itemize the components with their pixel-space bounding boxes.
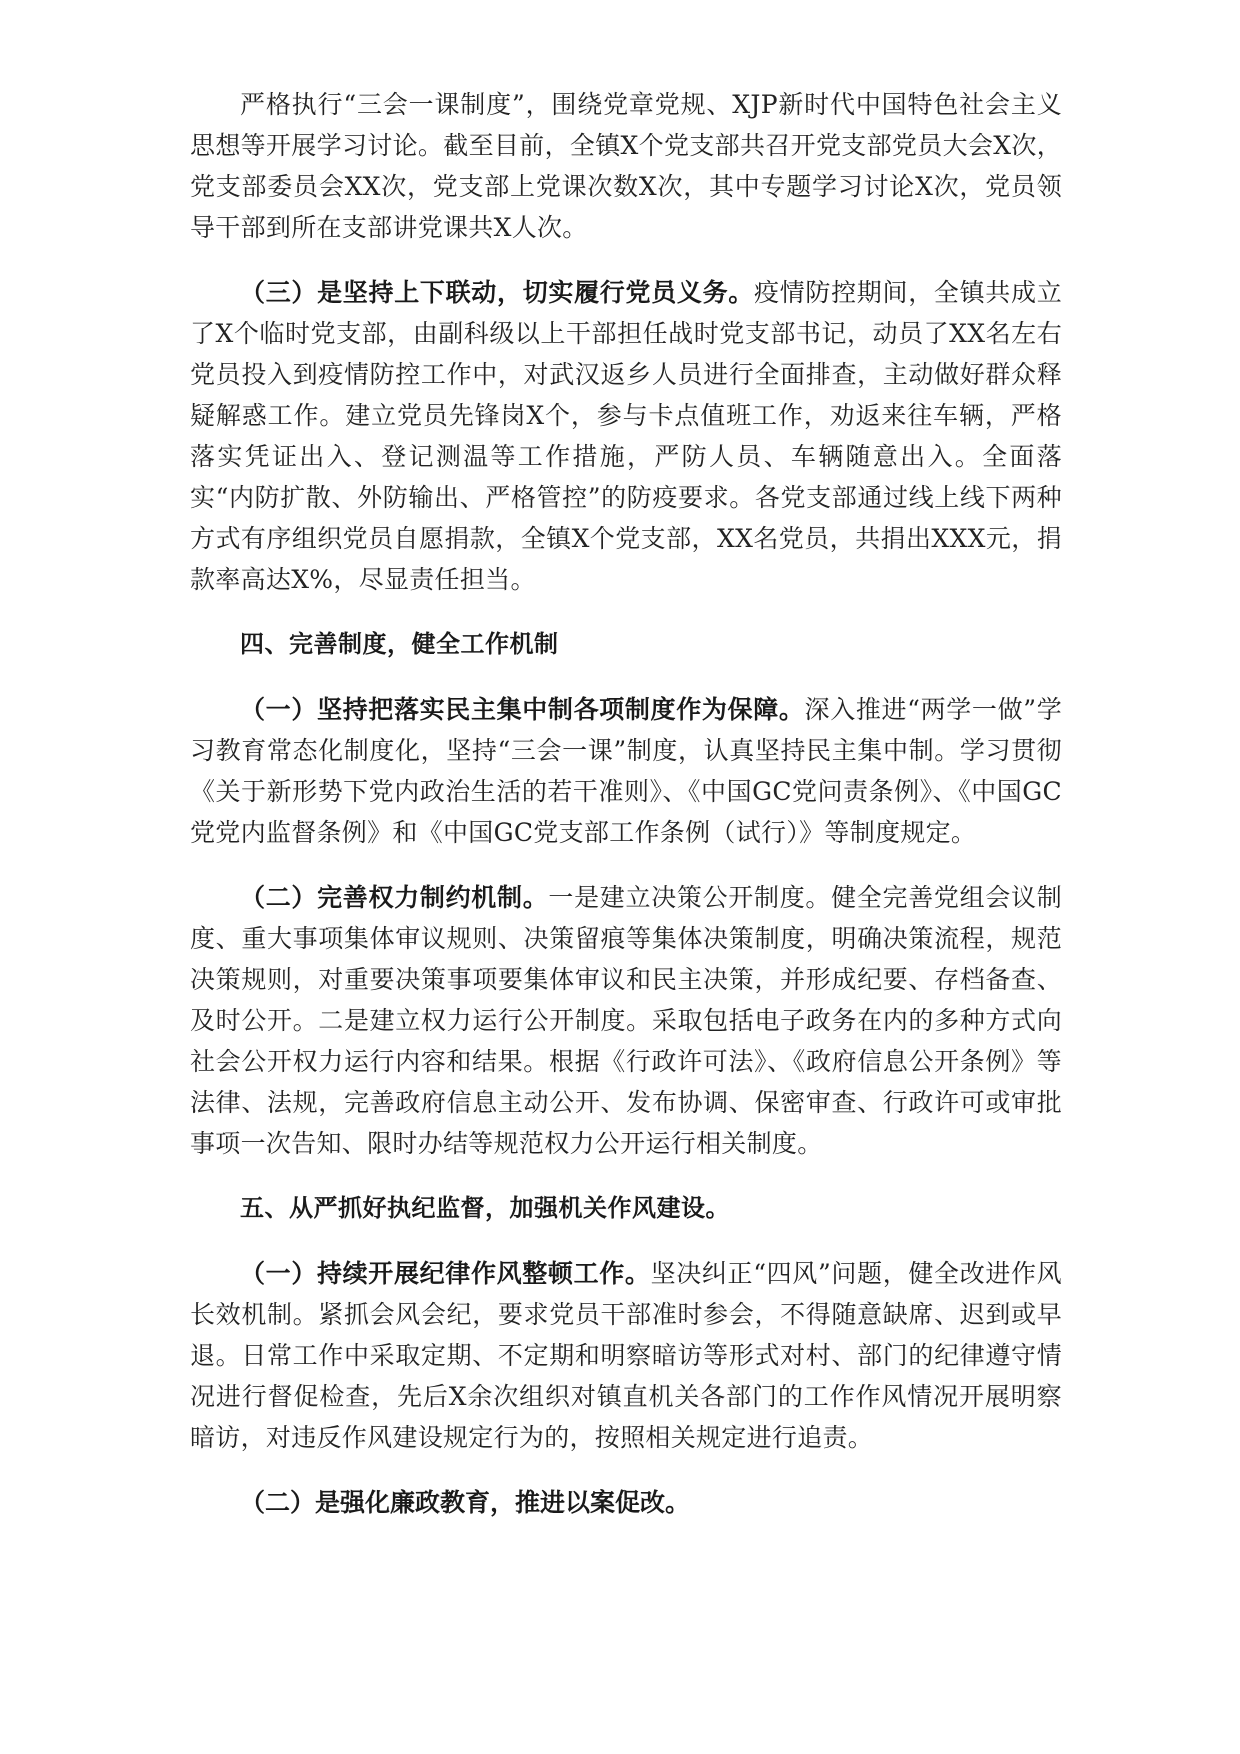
paragraph-text: 疫情防控期间，全镇共成立了X个临时党支部，由副科级以上干部担任战时党支部书记，动员了XX名左右党员投入到疫情防控工作中，对武汉返乡人员进行全面排查，主动做好群众释疑解惑工作。建立党员先锋岗X个，参与卡点值班工作，劝返来往车辆，严格落实凭证出入、登记测温等工作措施，严防人员、车辆随意出入。全面落实“内防扩散、外防输出、严格管控”的防疫要求。各党支部通过线上线下两种方式有序组织党员自愿捐款，全镇X个党支部，XX名党员，共捐出XXX元，捐款率高达X%，尽显责任担当。 xyxy=(190,278,1062,594)
subsection-heading-5-2 xyxy=(190,1482,1062,1523)
subsection-heading-text: （二）是强化廉政教育，推进以案促改。 xyxy=(240,1488,691,1517)
paragraph-power-restriction xyxy=(190,877,1062,1164)
section-heading-5: 五、从严抓好执纪监督，加强机关作风建设。 xyxy=(240,1194,730,1222)
subsection-heading-4-2: （二）完善权力制约机制。 xyxy=(240,883,549,912)
paragraph-three-meetings xyxy=(190,84,1062,248)
paragraph-party-duties xyxy=(190,272,1062,600)
paragraph-text: 坚决纠正“四风”问题，健全改进作风长效机制。紧抓会风会纪，要求党员干部准时参会，不得随意缺席、迟到或早退。日常工作中采取定期、不定期和明察暗访等形式对村、部门的纪律遵守情况进行督促检查，先后X余次组织对镇直机关各部门的工作作风情况开展明察暗访，对违反作风建设规定行为的，按照相关规定进行追责。 xyxy=(190,1259,1062,1452)
document-page xyxy=(190,84,1062,1523)
subsection-heading-3: （三）是坚持上下联动，切实履行党员义务。 xyxy=(240,278,754,307)
paragraph-text: 深入推进“两学一做”学习教育常态化制度化，坚持“三会一课”制度，认真坚持民主集中制。学习贯彻《关于新形势下党内政治生活的若干准则》、《中国GC党问责条例》、《中国GC党党内监督条例》和《中国GC党支部工作条例（试行）》等制度规定。 xyxy=(190,695,1062,847)
paragraph-discipline-rectification xyxy=(190,1253,1062,1458)
paragraph-democratic-centralism xyxy=(190,689,1062,853)
section-heading-4: 四、完善制度，健全工作机制 xyxy=(240,630,559,658)
paragraph-text: 严格执行“三会一课制度”，围绕党章党规、XJP新时代中国特色社会主义思想等开展学习讨论。截至目前，全镇X个党支部共召开党支部党员大会X次，党支部委员会XX次，党支部上党课次数X次，其中专题学习讨论X次，党员领导干部到所在支部讲党课共X人次。 xyxy=(190,90,1062,242)
subsection-heading-4-1: （一）坚持把落实民主集中制各项制度作为保障。 xyxy=(240,695,805,724)
paragraph-text: 一是建立决策公开制度。健全完善党组会议制度、重大事项集体审议规则、决策留痕等集体决策制度，明确决策流程，规范决策规则，对重要决策事项要集体审议和民主决策，并形成纪要、存档备查、及时公开。二是建立权力运行公开制度。采取包括电子政务在内的多种方式向社会公开权力运行内容和结果。根据《行政许可法》、《政府信息公开条例》等法律、法规，完善政府信息主动公开、发布协调、保密审查、行政许可或审批事项一次告知、限时办结等规范权力公开运行相关制度。 xyxy=(190,883,1062,1158)
subsection-heading-5-1: （一）持续开展纪律作风整顿工作。 xyxy=(240,1259,651,1288)
